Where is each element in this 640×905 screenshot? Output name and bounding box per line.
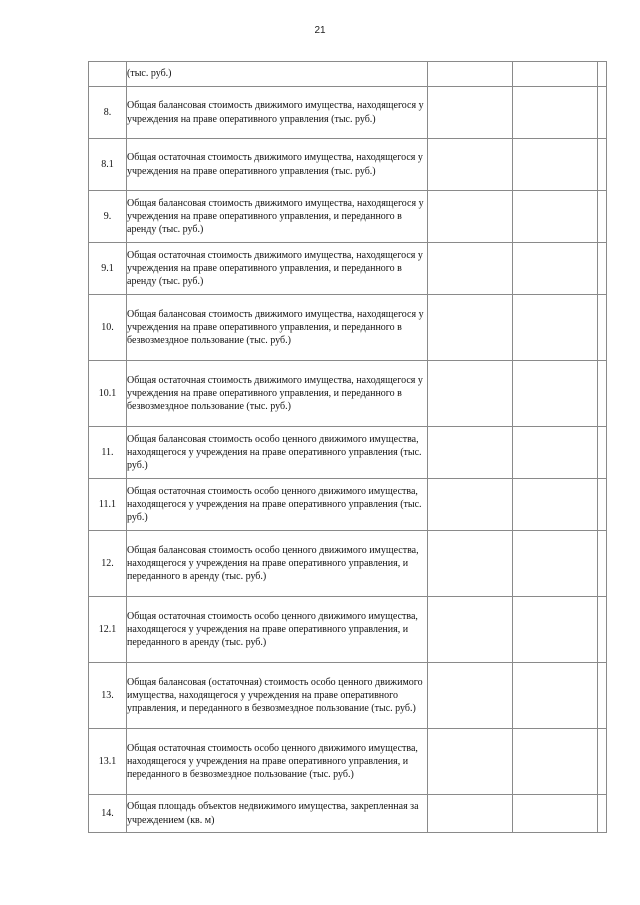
row-description: Общая балансовая стоимость особо ценного движимого имущества, находящегося у учреждения на праве оперативного управления, и переданного в аренду (тыс. руб.) <box>127 531 428 597</box>
value-cell <box>513 795 598 833</box>
value-cell <box>598 243 607 295</box>
table-row <box>89 62 607 87</box>
value-cell <box>598 62 607 87</box>
table-row <box>89 361 607 427</box>
value-cell <box>598 139 607 191</box>
row-number: 11.1 <box>89 479 127 531</box>
property-table <box>88 61 607 833</box>
value-cell <box>428 427 513 479</box>
value-cell <box>598 87 607 139</box>
row-number <box>89 62 127 87</box>
row-description: (тыс. руб.) <box>127 62 428 87</box>
row-number: 10. <box>89 295 127 361</box>
value-cell <box>598 427 607 479</box>
table-row <box>89 243 607 295</box>
value-cell <box>428 729 513 795</box>
value-cell <box>513 729 598 795</box>
value-cell <box>513 361 598 427</box>
value-cell <box>428 295 513 361</box>
value-cell <box>598 191 607 243</box>
value-cell <box>428 479 513 531</box>
row-description: Общая остаточная стоимость особо ценного движимого имущества, находящегося у учреждения на праве оперативного управления (тыс. руб.) <box>127 479 428 531</box>
row-number: 12. <box>89 531 127 597</box>
value-cell <box>513 427 598 479</box>
row-number: 13. <box>89 663 127 729</box>
value-cell <box>428 531 513 597</box>
table-row <box>89 795 607 833</box>
table-row <box>89 597 607 663</box>
row-number: 11. <box>89 427 127 479</box>
table-row <box>89 191 607 243</box>
value-cell <box>598 531 607 597</box>
value-cell <box>513 62 598 87</box>
value-cell <box>513 295 598 361</box>
value-cell <box>513 479 598 531</box>
row-description: Общая балансовая стоимость движимого имущества, находящегося у учреждения на праве оперативного управления, и переданного в безвозмездное пользование (тыс. руб.) <box>127 295 428 361</box>
value-cell <box>513 87 598 139</box>
table-row <box>89 663 607 729</box>
row-description: Общая остаточная стоимость особо ценного движимого имущества, находящегося у учреждения на праве оперативного управления, и переданного в аренду (тыс. руб.) <box>127 597 428 663</box>
table-row <box>89 729 607 795</box>
value-cell <box>598 479 607 531</box>
row-number: 12.1 <box>89 597 127 663</box>
table-row <box>89 139 607 191</box>
table-row <box>89 427 607 479</box>
row-description: Общая балансовая стоимость особо ценного движимого имущества, находящегося у учреждения на праве оперативного управления (тыс. руб.) <box>127 427 428 479</box>
row-number: 13.1 <box>89 729 127 795</box>
row-description: Общая балансовая (остаточная) стоимость особо ценного движимого имущества, находящегося у учреждения на праве оперативного управления, и переданного в безвозмездное пользование (тыс. руб.) <box>127 663 428 729</box>
value-cell <box>428 243 513 295</box>
value-cell <box>428 191 513 243</box>
row-number: 14. <box>89 795 127 833</box>
table-body <box>89 62 607 833</box>
value-cell <box>598 729 607 795</box>
value-cell <box>428 139 513 191</box>
row-description: Общая остаточная стоимость движимого имущества, находящегося у учреждения на праве оперативного управления (тыс. руб.) <box>127 139 428 191</box>
value-cell <box>513 191 598 243</box>
row-description: Общая балансовая стоимость движимого имущества, находящегося у учреждения на праве оперативного управления, и переданного в аренду (тыс. руб.) <box>127 191 428 243</box>
row-number: 8. <box>89 87 127 139</box>
value-cell <box>598 597 607 663</box>
row-description: Общая площадь объектов недвижимого имущества, закрепленная за учреждением (кв. м) <box>127 795 428 833</box>
row-description: Общая остаточная стоимость особо ценного движимого имущества, находящегося у учреждения на праве оперативного управления, и переданного в безвозмездное пользование (тыс. руб.) <box>127 729 428 795</box>
table-row <box>89 531 607 597</box>
page-number: 21 <box>314 25 326 36</box>
table-row <box>89 479 607 531</box>
row-number: 9.1 <box>89 243 127 295</box>
row-description: Общая остаточная стоимость движимого имущества, находящегося у учреждения на праве оперативного управления, и переданного в безвозмездное пользование (тыс. руб.) <box>127 361 428 427</box>
value-cell <box>513 663 598 729</box>
row-description: Общая балансовая стоимость движимого имущества, находящегося у учреждения на праве оперативного управления (тыс. руб.) <box>127 87 428 139</box>
value-cell <box>513 597 598 663</box>
row-number: 9. <box>89 191 127 243</box>
row-description: Общая остаточная стоимость движимого имущества, находящегося у учреждения на праве оперативного управления, и переданного в аренду (тыс. руб.) <box>127 243 428 295</box>
table-row <box>89 295 607 361</box>
value-cell <box>598 795 607 833</box>
value-cell <box>428 663 513 729</box>
value-cell <box>598 295 607 361</box>
value-cell <box>428 87 513 139</box>
value-cell <box>428 361 513 427</box>
value-cell <box>428 795 513 833</box>
value-cell <box>513 531 598 597</box>
value-cell <box>513 139 598 191</box>
value-cell <box>428 62 513 87</box>
table-row <box>89 87 607 139</box>
row-number: 10.1 <box>89 361 127 427</box>
value-cell <box>598 361 607 427</box>
value-cell <box>598 663 607 729</box>
value-cell <box>513 243 598 295</box>
row-number: 8.1 <box>89 139 127 191</box>
value-cell <box>428 597 513 663</box>
